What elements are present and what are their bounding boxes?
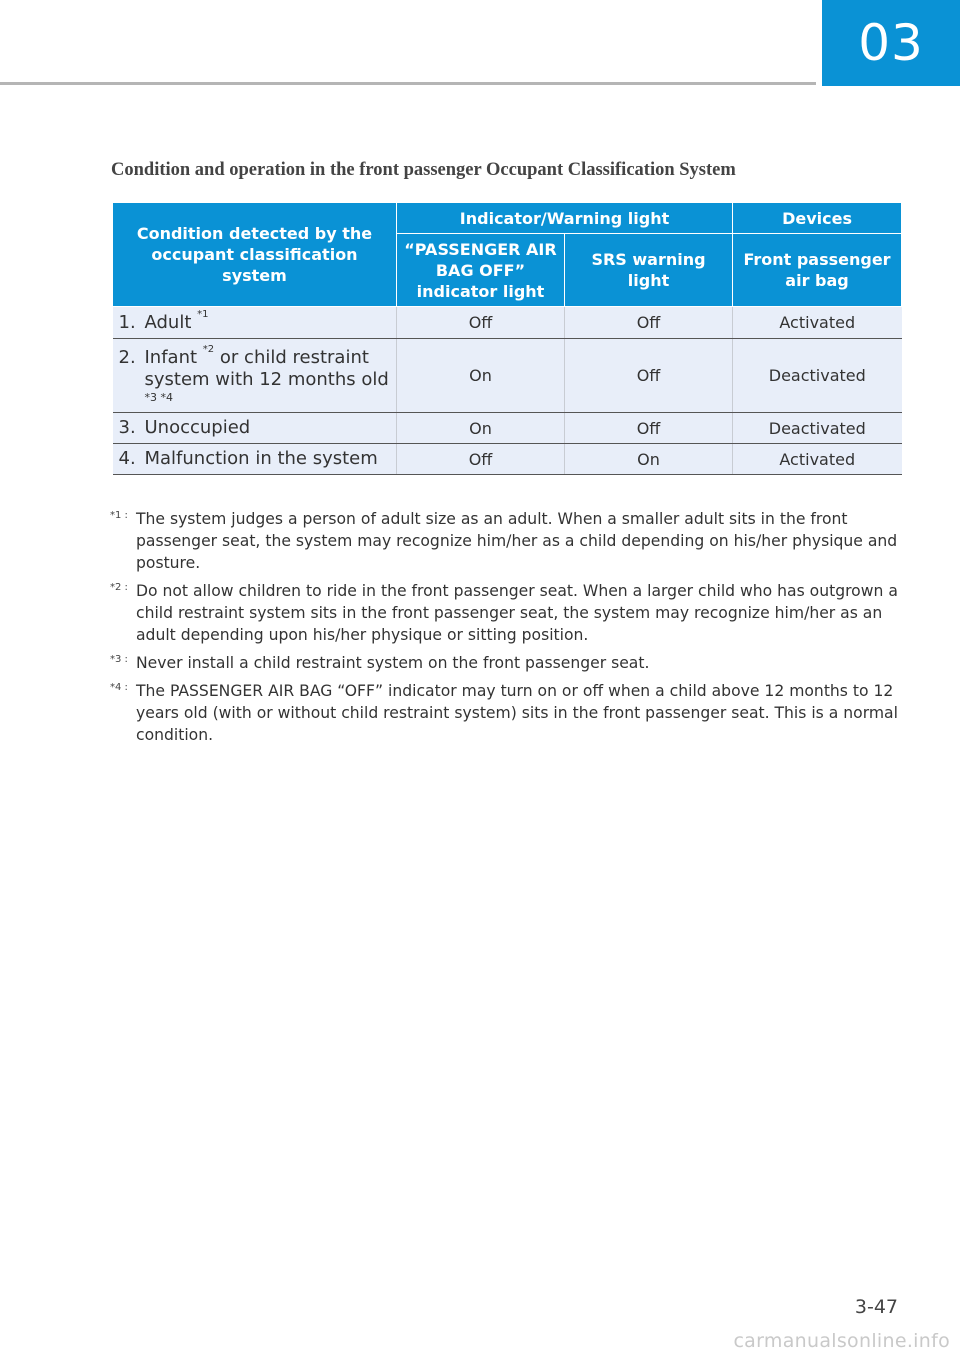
condition-text: Infant xyxy=(144,346,198,368)
table-row xyxy=(113,413,902,444)
chapter-tab: 03 xyxy=(822,0,960,86)
indicator-value: Off xyxy=(397,444,565,475)
condition-text: Adult xyxy=(144,311,192,333)
condition-text-continued: or child restraint system with 12 months old xyxy=(144,346,389,390)
footnote-mark: *2 : xyxy=(110,582,128,593)
footnote-text: The PASSENGER AIR BAG “OFF” indicator may turn on or off when a child above 12 months to 12 years old (with or without child restraint system) sits in the front passenger seat. This is a normal condition. xyxy=(136,682,898,744)
srs-value: Off xyxy=(565,339,733,413)
watermark: carmanualsonline.info xyxy=(733,1330,950,1352)
footnotes xyxy=(110,508,910,752)
table-row xyxy=(113,339,902,413)
airbag-value: Activated xyxy=(733,307,902,339)
footnote-mark: *4 : xyxy=(110,682,128,693)
footnote-ref: *1 xyxy=(197,308,209,320)
footnote-mark: *1 : xyxy=(110,510,128,521)
row-number: 4. xyxy=(118,448,136,469)
srs-value: On xyxy=(565,444,733,475)
airbag-value: Deactivated xyxy=(733,339,902,413)
header-condition: Condition detected by the occupant classification system xyxy=(113,203,397,307)
table-row xyxy=(113,444,902,475)
srs-value: Off xyxy=(565,307,733,339)
table-row xyxy=(113,307,902,339)
condition-text: Unoccupied xyxy=(144,417,251,438)
occupant-classification-table xyxy=(112,202,902,475)
page-number: 3-47 xyxy=(854,1296,898,1318)
airbag-value: Activated xyxy=(733,444,902,475)
header-front-passenger-airbag: Front passenger air bag xyxy=(733,234,902,307)
condition-cell xyxy=(113,444,397,475)
condition-cell xyxy=(113,307,397,339)
condition-cell xyxy=(113,413,397,444)
header-indicator-group: Indicator/Warning light xyxy=(397,203,733,234)
footnote-ref: *2 xyxy=(202,343,215,355)
srs-value: Off xyxy=(565,413,733,444)
footnote-item xyxy=(110,652,910,674)
header-srs-warning-light: SRS warning light xyxy=(565,234,733,307)
airbag-value: Deactivated xyxy=(733,413,902,444)
footnote-ref: *3 *4 xyxy=(144,390,173,404)
footnote-text: The system judges a person of adult size as an adult. When a smaller adult sits in the front passenger seat, the system may recognize him/her as a child depending on his/her physique and posture. xyxy=(136,510,898,572)
section-title: Condition and operation in the front passenger Occupant Classification System xyxy=(111,160,736,180)
footnote-item xyxy=(110,508,910,574)
condition-cell xyxy=(113,339,397,413)
indicator-value: On xyxy=(397,413,565,444)
header-passenger-airbag-off-indicator: “PASSENGER AIR BAG OFF” indicator light xyxy=(397,234,565,307)
footnote-text: Do not allow children to ride in the front passenger seat. When a larger child who has outgrown a child restraint system sits in the front passenger seat, the system may recognize him/her as an adult depending upon his/her physique or sitting position. xyxy=(136,582,898,644)
footnote-item xyxy=(110,580,910,646)
condition-text: Malfunction in the system xyxy=(144,448,378,469)
row-number: 1. xyxy=(118,311,136,333)
row-number: 2. xyxy=(118,346,136,368)
indicator-value: Off xyxy=(397,307,565,339)
row-number: 3. xyxy=(118,417,136,438)
header-rule xyxy=(0,82,816,85)
footnote-item xyxy=(110,680,910,746)
indicator-value: On xyxy=(397,339,565,413)
footnote-text: Never install a child restraint system on the front passenger seat. xyxy=(136,654,650,672)
header-devices-group: Devices xyxy=(733,203,902,234)
footnote-mark: *3 : xyxy=(110,654,128,665)
